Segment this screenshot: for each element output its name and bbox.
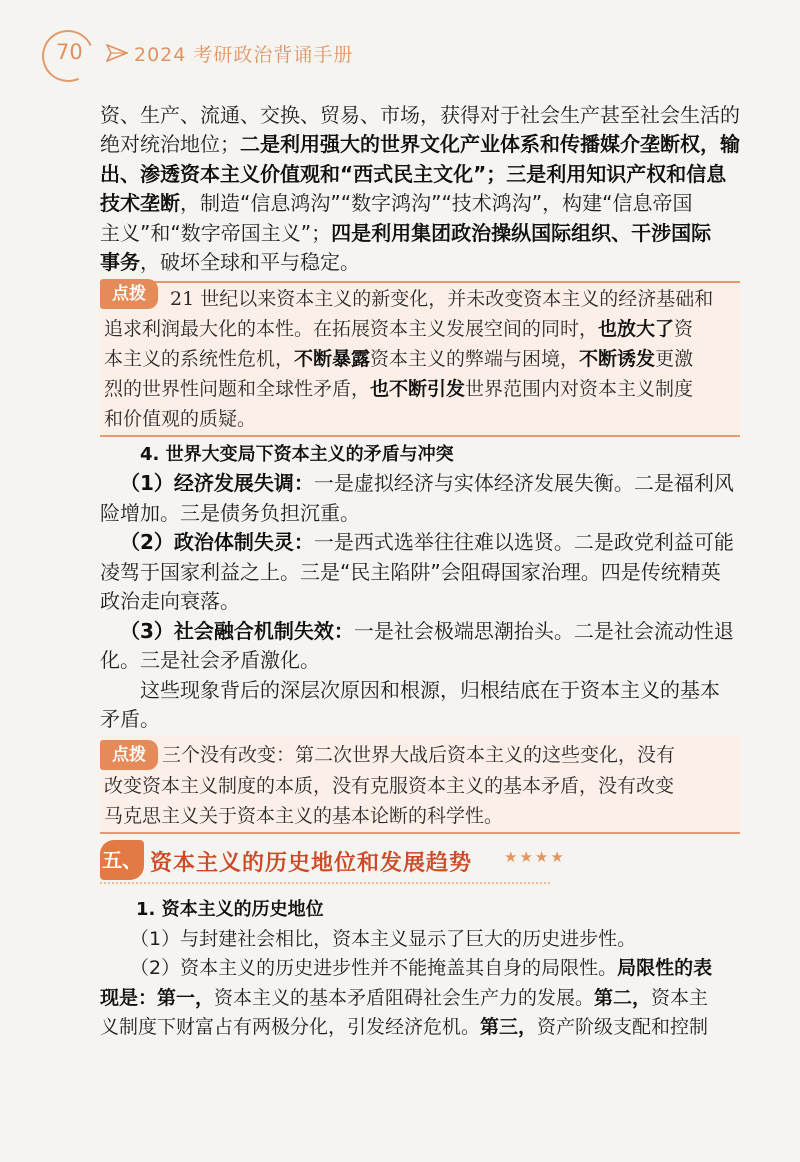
- text-line: 义制度下财富占有两极分化，引发经济危机。第三，资产阶级支配和控制: [100, 1016, 709, 1038]
- tip-line: 三个没有改变：第二次世界大战后资本主义的这些变化，没有: [162, 744, 676, 766]
- subsection-heading: 1. 资本主义的历史地位: [136, 899, 324, 920]
- section-number-badge: 五、: [100, 840, 144, 880]
- tip-tag: 点拨: [100, 279, 158, 309]
- page-number: 70: [56, 40, 83, 64]
- tip-line: 改变资本主义制度的本质，没有克服资本主义的基本矛盾，没有改变: [104, 775, 675, 797]
- text-line: 这些现象背后的深层次原因和根源，归根结底在于资本主义的基本: [140, 678, 720, 702]
- tip-box: [100, 736, 740, 834]
- text-line: 出、渗透资本主义价值观和“西式民主文化”；三是利用知识产权和信息: [100, 162, 727, 186]
- text-line: （3）社会融合机制失效：一是社会极端思潮抬头。二是社会流动性退: [120, 619, 734, 643]
- text-line: 化。三是社会矛盾激化。: [100, 648, 320, 672]
- book-title: 2024 考研政治背诵手册: [134, 44, 354, 66]
- text-line: （2）政治体制失灵：一是西式选举往往难以选贤。二是政党利益可能: [120, 530, 734, 554]
- tip-line: 本主义的系统性危机，不断暴露资本主义的弊端与困境，不断诱发更激: [104, 348, 694, 370]
- text-line: 现是：第一，资本主义的基本矛盾阻碍社会生产力的发展。第二，资本主: [100, 987, 709, 1009]
- text-line: 政治走向衰落。: [100, 589, 240, 613]
- tip-line: 和价值观的质疑。: [104, 408, 257, 430]
- text-line: （1）经济发展失调：一是虚拟经济与实体经济发展失衡。二是福利风: [120, 471, 734, 495]
- text-line: 险增加。三是债务负担沉重。: [100, 501, 360, 525]
- section-title: 资本主义的历史地位和发展趋势: [150, 851, 473, 876]
- paper-plane-icon: [106, 44, 128, 62]
- tip-tag: 点拨: [100, 740, 158, 770]
- tip-line: 马克思主义关于资本主义的基本论断的科学性。: [104, 805, 504, 827]
- importance-stars: ★★★★: [504, 848, 566, 866]
- text-line: （2）资本主义的历史进步性并不能掩盖其自身的局限性。局限性的表: [130, 957, 713, 979]
- text-line: （1）与封建社会相比，资本主义显示了巨大的历史进步性。: [130, 928, 637, 950]
- tip-box: [100, 281, 740, 437]
- text-line: 矛盾。: [100, 707, 160, 731]
- subsection-heading: 4. 世界大变局下资本主义的矛盾与冲突: [140, 444, 454, 465]
- text-line: 资、生产、流通、交换、贸易、市场，获得对于社会生产甚至社会生活的: [100, 103, 740, 127]
- text-line: 主义”和“数字帝国主义”；四是利用集团政治操纵国际组织、干涉国际: [100, 221, 712, 245]
- tip-line: 21 世纪以来资本主义的新变化，并未改变资本主义的经济基础和: [170, 288, 714, 310]
- section-underline: [100, 880, 550, 884]
- text-line: 绝对统治地位；二是利用强大的世界文化产业体系和传播媒介垄断权，输: [100, 132, 740, 156]
- text-line: 凌驾于国家利益之上。三是“民主陷阱”会阻碍国家治理。四是传统精英: [100, 560, 721, 584]
- tip-line: 追求利润最大化的本性。在拓展资本主义发展空间的同时，也放大了资: [104, 318, 694, 340]
- text-line: 技术垄断，制造“信息鸿沟”“数字鸿沟”“技术鸿沟”，构建“信息帝国: [100, 191, 693, 215]
- text-line: 事务，破坏全球和平与稳定。: [100, 250, 360, 274]
- tip-line: 烈的世界性问题和全球性矛盾，也不断引发世界范围内对资本主义制度: [104, 378, 694, 400]
